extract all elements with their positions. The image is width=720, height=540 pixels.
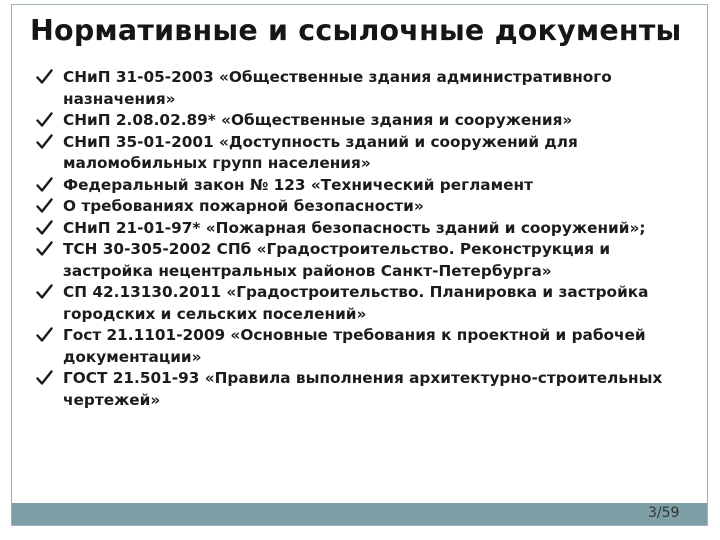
checkmark-icon bbox=[36, 369, 53, 387]
checkmark-icon bbox=[36, 240, 53, 258]
list-item-text: СП 42.13130.2011 «Градостроительство. Планировка и застройка городских и сельских поселений» bbox=[63, 283, 649, 323]
list-item-text: Федеральный закон № 123 «Технический регламент bbox=[63, 175, 533, 194]
list-item-text: ТСН 30-305-2002 СПб «Градостроительство. Реконструкция и застройка нецентральных районов Санкт-Петербурга» bbox=[63, 240, 611, 280]
list-item bbox=[36, 110, 676, 132]
list-item bbox=[36, 175, 676, 197]
footer-bar bbox=[12, 503, 707, 525]
list-item bbox=[36, 368, 676, 411]
slide-title: Нормативные и ссылочные документы bbox=[30, 14, 682, 47]
list-item bbox=[36, 196, 676, 218]
list-item-text: ГОСТ 21.501-93 «Правила выполнения архитектурно-строительных чертежей» bbox=[63, 369, 663, 409]
list-item-text: О требованиях пожарной безопасности» bbox=[63, 197, 424, 215]
list-item bbox=[36, 239, 676, 282]
checkmark-icon bbox=[36, 219, 53, 237]
checkmark-icon bbox=[36, 326, 53, 344]
document-list bbox=[36, 67, 676, 411]
page-number: 3/59 bbox=[648, 505, 680, 521]
checkmark-icon bbox=[36, 68, 53, 86]
checkmark-icon bbox=[36, 176, 53, 194]
checkmark-icon bbox=[36, 197, 53, 215]
list-item bbox=[36, 325, 676, 368]
list-item bbox=[36, 67, 676, 110]
list-item-text: СНиП 35-01-2001 «Доступность зданий и сооружений для маломобильных групп населения» bbox=[63, 132, 578, 172]
list-item bbox=[36, 218, 676, 240]
checkmark-icon bbox=[36, 111, 53, 129]
list-item-text: СНиП 21-01-97* «Пожарная безопасность зданий и сооружений»; bbox=[63, 218, 646, 237]
checkmark-icon bbox=[36, 283, 53, 301]
list-item-text: Гост 21.1101-2009 «Основные требования к проектной и рабочей документации» bbox=[63, 326, 646, 366]
list-item bbox=[36, 282, 676, 325]
list-item bbox=[36, 132, 676, 175]
list-item-text: СНиП 31-05-2003 «Общественные здания административного назначения» bbox=[63, 68, 612, 108]
checkmark-icon bbox=[36, 133, 53, 151]
list-item-text: СНиП 2.08.02.89* «Общественные здания и сооружения» bbox=[63, 111, 573, 129]
